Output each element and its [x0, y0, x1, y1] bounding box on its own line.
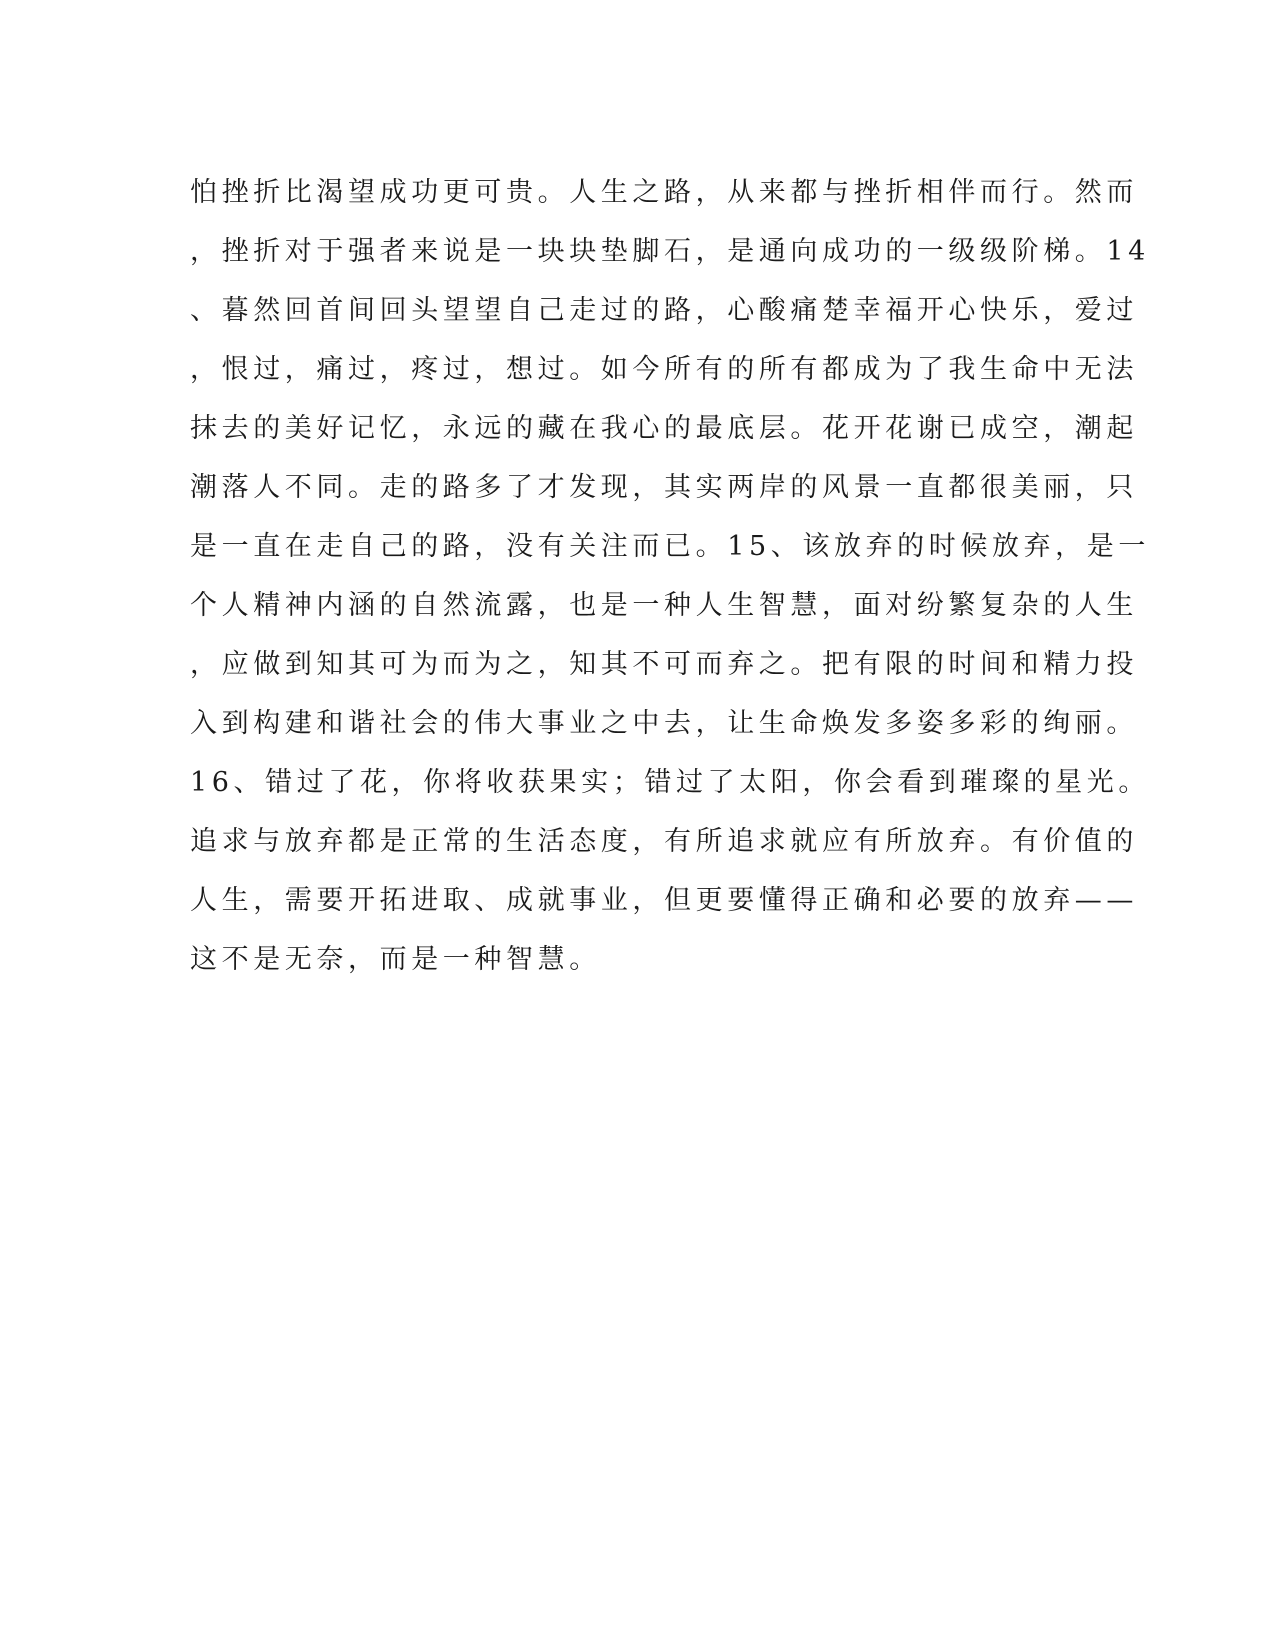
- text-line: 怕挫折比渴望成功更可贵。人生之路，从来都与挫折相伴而行。然而: [190, 177, 1138, 208]
- text-line: 、暮然回首间回头望望自己走过的路，心酸痛楚幸福开心快乐，爱过: [190, 295, 1138, 326]
- text-line: 这不是无奈，而是一种智慧。: [190, 944, 601, 975]
- body-text: [190, 163, 1150, 989]
- text-line: 个人精神内涵的自然流露，也是一种人生智慧，面对纷繁复杂的人生: [190, 590, 1138, 621]
- text-line: ，恨过，痛过，疼过，想过。如今所有的所有都成为了我生命中无法: [190, 354, 1138, 385]
- text-line: 人生，需要开拓进取、成就事业，但更要懂得正确和必要的放弃——: [190, 885, 1138, 916]
- text-line: 潮落人不同。走的路多了才发现，其实两岸的风景一直都很美丽，只: [190, 472, 1138, 503]
- text-line: 入到构建和谐社会的伟大事业之中去，让生命焕发多姿多彩的绚丽。: [190, 708, 1138, 739]
- text-line: ，挫折对于强者来说是一块块垫脚石，是通向成功的一级级阶梯。14: [190, 236, 1150, 267]
- text-line: 16、错过了花，你将收获果实；错过了太阳，你会看到璀璨的星光。: [190, 767, 1150, 798]
- text-line: 抹去的美好记忆，永远的藏在我心的最底层。花开花谢已成空，潮起: [190, 413, 1138, 444]
- text-line: ，应做到知其可为而为之，知其不可而弃之。把有限的时间和精力投: [190, 649, 1138, 680]
- text-line: 追求与放弃都是正常的生活态度，有所追求就应有所放弃。有价值的: [190, 826, 1138, 857]
- text-line: 是一直在走自己的路，没有关注而已。15、该放弃的时候放弃，是一: [190, 531, 1150, 562]
